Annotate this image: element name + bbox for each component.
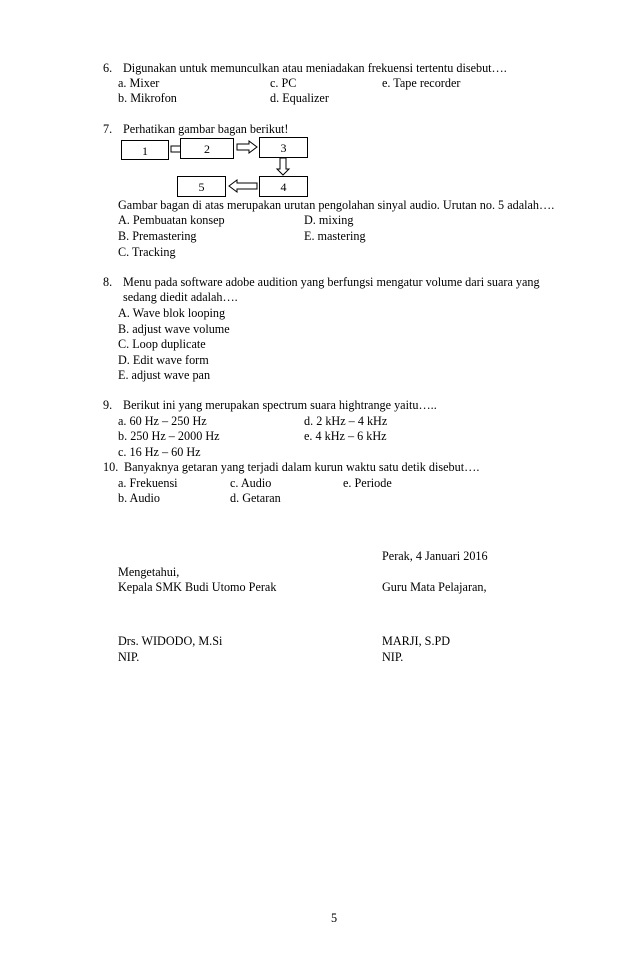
q10-option-d: d. Getaran <box>230 491 281 505</box>
q7-option-d: D. mixing <box>304 213 354 227</box>
q9-option-d: d. 2 kHz – 4 kHz <box>304 414 388 428</box>
q6-option-c: c. PC <box>270 76 297 90</box>
principal-title: Kepala SMK Budi Utomo Perak <box>118 580 277 594</box>
q8-option-b: B. adjust wave volume <box>118 322 230 336</box>
q7-question: Perhatikan gambar bagan berikut! <box>123 122 289 136</box>
q6-option-b: b. Mikrofon <box>118 91 177 105</box>
page-number: 5 <box>331 911 338 925</box>
q10-option-e: e. Periode <box>343 476 392 490</box>
q7-option-a: A. Pembuatan konsep <box>118 213 225 227</box>
q8-option-d: D. Edit wave form <box>118 353 209 367</box>
q10-option-b: b. Audio <box>118 491 160 505</box>
q9-option-e: e. 4 kHz – 6 kHz <box>304 429 387 443</box>
q6-option-d: d. Equalizer <box>270 91 329 105</box>
arrow-right-icon <box>236 141 258 153</box>
q7-number: 7. <box>103 122 113 136</box>
q9-question: Berikut ini yang merupakan spectrum suara hightrange yaitu….. <box>123 398 437 412</box>
q9-option-b: b. 250 Hz – 2000 Hz <box>118 429 220 443</box>
q7-option-c: C. Tracking <box>118 245 176 259</box>
diagram-box-4: 4 <box>259 176 308 197</box>
diagram-box-5: 5 <box>177 176 226 197</box>
q7-question-text: Gambar bagan di atas merupakan urutan pengolahan sinyal audio. Urutan no. 5 adalah…. <box>118 198 555 212</box>
teacher-title: Guru Mata Pelajaran, <box>382 580 487 594</box>
place-date: Perak, 4 Januari 2016 <box>382 549 488 563</box>
q10-number: 10. <box>103 460 119 474</box>
q8-option-a: A. Wave blok looping <box>118 306 226 320</box>
q10-question: Banyaknya getaran yang terjadi dalam kurun waktu satu detik disebut…. <box>124 460 480 474</box>
q9-number: 9. <box>103 398 113 412</box>
q6-option-e: e. Tape recorder <box>382 76 461 90</box>
principal-nip: NIP. <box>118 650 140 664</box>
principal-name: Drs. WIDODO, M.Si <box>118 634 223 648</box>
teacher-name: MARJI, S.PD <box>382 634 451 648</box>
q7-option-b: B. Premastering <box>118 229 197 243</box>
q8-option-e: E. adjust wave pan <box>118 368 211 382</box>
q8-question-cont: sedang diedit adalah…. <box>123 290 238 304</box>
acknowledged-label: Mengetahui, <box>118 565 180 579</box>
q6-question: Digunakan untuk memunculkan atau meniadakan frekuensi tertentu disebut…. <box>123 61 507 75</box>
q6-option-a: a. Mixer <box>118 76 160 90</box>
arrow-down-icon <box>277 158 289 176</box>
q10-option-c: c. Audio <box>230 476 272 490</box>
diagram-box-1: 1 <box>121 140 169 160</box>
arrow-left-icon <box>228 180 258 192</box>
q8-option-c: C. Loop duplicate <box>118 337 206 351</box>
q9-option-c: c. 16 Hz – 60 Hz <box>118 445 201 459</box>
q8-question: Menu pada software adobe audition yang berfungsi mengatur volume dari suara yang <box>123 275 540 289</box>
q9-option-a: a. 60 Hz – 250 Hz <box>118 414 207 428</box>
q10-option-a: a. Frekuensi <box>118 476 178 490</box>
teacher-nip: NIP. <box>382 650 404 664</box>
diagram-box-2: 2 <box>180 138 234 159</box>
q6-number: 6. <box>103 61 113 75</box>
diagram-box-3: 3 <box>259 137 308 158</box>
q7-option-e: E. mastering <box>304 229 366 243</box>
q8-number: 8. <box>103 275 113 289</box>
